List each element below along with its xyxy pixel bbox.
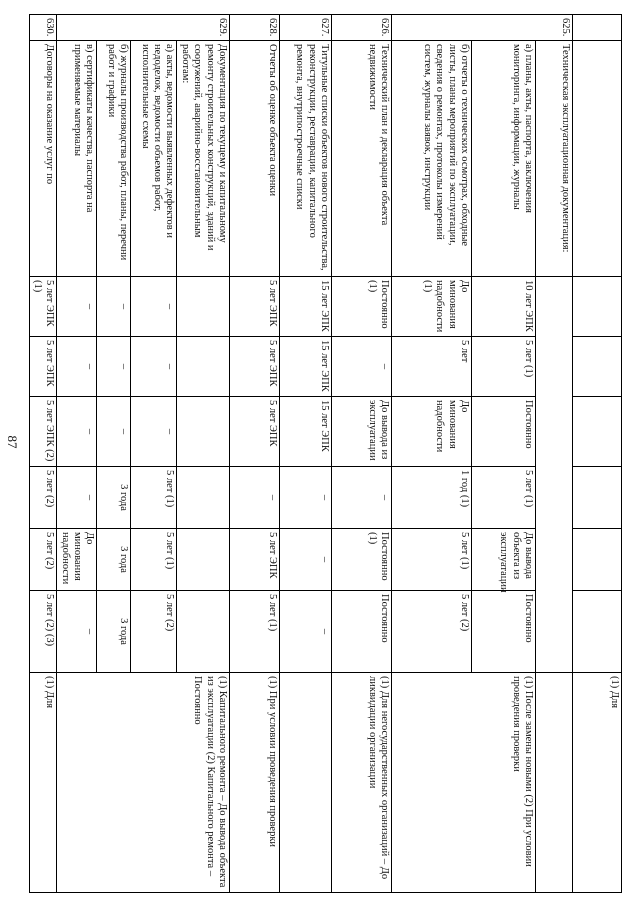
cell-term — [573, 337, 622, 397]
cell-name: а) акты, ведомости выявленных дефектов и недоделок, ведомости объемов работ, исполнительные схемы — [131, 41, 177, 277]
cell-term: До минования надобности (1) — [392, 277, 472, 337]
cell-term: Постоянно (1) — [332, 529, 392, 591]
cell-term: – — [131, 397, 177, 467]
retention-table-wrapper — [32, 14, 622, 892]
cell-note: (1) Для — [573, 673, 622, 893]
table-row — [332, 15, 392, 893]
cell-term — [177, 277, 230, 337]
cell-term: 5 лет (1) — [392, 529, 472, 591]
cell-term: 5 лет ЭПК (2) — [29, 397, 57, 467]
page-number-text: 87 — [5, 435, 20, 449]
cell-note — [536, 673, 573, 893]
cell-term: – — [57, 277, 97, 337]
cell-num: 625. — [392, 15, 573, 41]
table-row — [280, 15, 332, 893]
cell-term: – — [97, 397, 131, 467]
cell-term: – — [332, 467, 392, 529]
cell-term — [177, 337, 230, 397]
cell-empty — [536, 277, 573, 673]
cell-name: Документация по текущему и капитальному ремонту строительных конструкций, зданий и сооружений, аварийно-восстановительным работам: — [177, 41, 230, 277]
cell-name: Технический план и декларация объекта недвижимости — [332, 41, 392, 277]
cell-term: Постоянно — [472, 397, 536, 467]
cell-term: – — [280, 529, 332, 591]
cell-term: 5 лет (2) — [29, 467, 57, 529]
cell-term: 5 лет (1) — [131, 467, 177, 529]
cell-term — [177, 591, 230, 673]
cell-name: Титульные списки объектов нового строительства, реконструкции, реставрации, капитального ремонта, внутрипостроечные списки — [280, 41, 332, 277]
table-row — [29, 15, 57, 893]
cell-name: б) журналы производства работ, планы, перечни работ и графики — [97, 41, 131, 277]
table-row — [573, 15, 622, 893]
cell-term: 3 года — [97, 529, 131, 591]
cell-name — [573, 41, 622, 277]
cell-term: 3 года — [97, 467, 131, 529]
cell-term: Постоянно (1) — [332, 277, 392, 337]
cell-term: – — [97, 337, 131, 397]
cell-term — [573, 397, 622, 467]
cell-name: а) планы, акты, паспорта, заключения мониторинга, информации, журналы — [472, 41, 536, 277]
cell-num: 627. — [280, 15, 332, 41]
cell-note — [280, 673, 332, 893]
cell-term: До вывода объекта из эксплуатации — [472, 529, 536, 591]
cell-term — [573, 529, 622, 591]
cell-term: До минования надобности — [57, 529, 97, 591]
cell-term: До вывода из эксплуатации — [332, 397, 392, 467]
cell-term — [177, 529, 230, 591]
cell-term — [177, 397, 230, 467]
table-row — [472, 15, 536, 893]
cell-term: 5 лет (1) — [230, 591, 280, 673]
cell-term — [573, 467, 622, 529]
cell-term: – — [97, 277, 131, 337]
cell-term: Постоянно — [332, 591, 392, 673]
cell-note: (1) Капитального ремонта – До вывода объекта из эксплуатации (2) Капитального ремонта – Постоянно — [57, 673, 230, 893]
cell-num: 626. — [332, 15, 392, 41]
cell-num: 628. — [230, 15, 280, 41]
cell-term: До минования надобности — [392, 397, 472, 467]
cell-num: 630. — [29, 15, 57, 41]
cell-term: 3 года — [97, 591, 131, 673]
cell-term: 5 лет ЭПК — [230, 397, 280, 467]
cell-term: 5 лет ЭПК — [29, 337, 57, 397]
cell-term — [573, 591, 622, 673]
cell-term: 5 лет (2) — [29, 529, 57, 591]
cell-term: 1 год (1) — [392, 467, 472, 529]
cell-term: – — [230, 467, 280, 529]
cell-term: 5 лет ЭПК — [230, 277, 280, 337]
cell-term: 5 лет (1) — [472, 337, 536, 397]
cell-term: – — [332, 337, 392, 397]
cell-term: 5 лет ЭПК (1) — [29, 277, 57, 337]
cell-term: 15 лет ЭПК — [280, 277, 332, 337]
cell-term — [573, 277, 622, 337]
cell-name: б) отчеты о технических осмотрах, обходные листы, планы мероприятий по эксплуатации, сведения о ремонтах, протоколы измерений систем, журналы заявок, инструкции — [392, 41, 472, 277]
rotated-page — [32, 14, 622, 892]
cell-term: Постоянно — [472, 591, 536, 673]
cell-term: – — [131, 277, 177, 337]
cell-term: 5 лет (1) — [472, 467, 536, 529]
cell-term: 10 лет ЭПК — [472, 277, 536, 337]
table-row — [536, 15, 573, 893]
page-number — [6, 428, 18, 456]
cell-term: 5 лет ЭПК — [230, 529, 280, 591]
cell-num — [573, 15, 622, 41]
cell-term — [177, 467, 230, 529]
table-row — [177, 15, 230, 893]
cell-name: Договоры на оказание услуг по — [29, 41, 57, 277]
cell-note: (1) Для — [29, 673, 57, 893]
cell-name: Техническая эксплуатационная документация: — [536, 41, 573, 277]
cell-term: – — [57, 337, 97, 397]
cell-term: 15 лет ЭПК — [280, 397, 332, 467]
retention-table — [29, 14, 622, 893]
cell-name: Отчеты об оценке объекта оценки — [230, 41, 280, 277]
table-row — [230, 15, 280, 893]
cell-note: (1) При условии проведения проверки — [230, 673, 280, 893]
cell-term: – — [57, 467, 97, 529]
cell-num: 629. — [57, 15, 230, 41]
cell-term: 5 лет (2) — [131, 591, 177, 673]
cell-term: – — [131, 337, 177, 397]
cell-note: (1) После замены новыми (2) При условии проведения проверки — [392, 673, 536, 893]
cell-term: – — [280, 467, 332, 529]
cell-term: 5 лет (2) (3) — [29, 591, 57, 673]
cell-name: в) сертификаты качества, паспорта на применяемые материалы — [57, 41, 97, 277]
cell-term: 5 лет — [392, 337, 472, 397]
cell-note: (1) Для негосударственных организаций – До ликвидации организации — [332, 673, 392, 893]
cell-term: – — [280, 591, 332, 673]
cell-term: – — [57, 591, 97, 673]
cell-term: 5 лет (1) — [131, 529, 177, 591]
cell-term: 5 лет (2) — [392, 591, 472, 673]
cell-term: 5 лет ЭПК — [230, 337, 280, 397]
cell-term: 15 лет ЭПК — [280, 337, 332, 397]
cell-term: – — [57, 397, 97, 467]
